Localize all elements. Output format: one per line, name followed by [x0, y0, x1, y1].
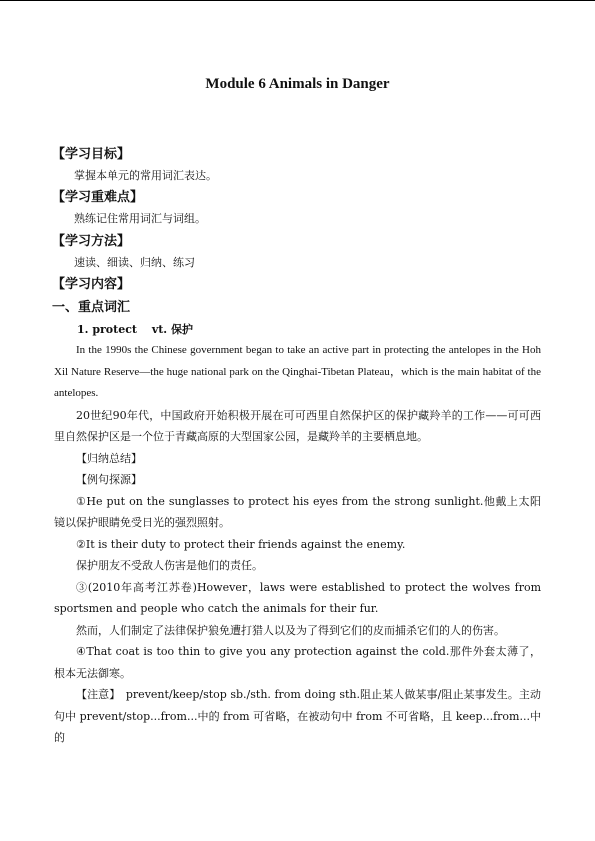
example-sentence-2: ②It is their duty to protect their friends against the enemy.	[76, 537, 406, 551]
example-sentence-4: ④That coat is too thin to give you any protection against the cold.那件外套太薄了，根本无法御寒。	[54, 645, 541, 680]
word-entry-protect: 1. protect vt. 保护	[77, 323, 193, 336]
example-sentence-3: ③(2010年高考江苏卷)However，laws were established to protect the wolves from sportsmen and people who catch the animals for their fur.	[54, 580, 541, 615]
learning-goal-text: 掌握本单元的常用词汇表达。	[74, 169, 217, 182]
example-sentence-1: ①He put on the sunglasses to protect his eyes from the strong sunlight.他戴上太阳镜以保护眼睛免受日光的强烈照射。	[54, 494, 541, 529]
methods-heading: 【学习方法】	[52, 234, 131, 249]
top-rule	[0, 0, 595, 1]
example-paragraph-cn: 20世纪90年代，中国政府开始积极开展在可可西里自然保护区的保护藏羚羊的工作——可可西里自然保护区是一个位于青藏高原的大型国家公园，是藏羚羊的主要栖息地。	[54, 408, 541, 443]
usage-note: 【注意】 prevent/keep/stop sb./sth. from doing sth.阻止某人做某事/阻止某事发生。主动句中 prevent/stop...from...中的 from 可省略，在被动句中 from 不可省略，且 keep...from...中的	[54, 688, 541, 744]
content-heading: 【学习内容】	[52, 277, 131, 292]
key-points-text: 熟练记住常用词汇与词组。	[74, 212, 206, 225]
page-title: Module 6 Animals in Danger	[205, 76, 390, 92]
body-text	[54, 340, 541, 749]
example-paragraph-en: In the 1990s the Chinese government began to take an active part in protecting the antelopes in the Hoh Xil Nature Reserve—the huge national park on the Qinghai-Tibetan Plateau，which is the main habitat of the antelopes.	[54, 344, 541, 399]
learning-goal-heading: 【学习目标】	[52, 147, 131, 162]
example-sentence-3-translation: 然而，人们制定了法律保护狼免遭打猎人以及为了得到它们的皮而捕杀它们的人的伤害。	[76, 623, 505, 637]
example-sentence-2-translation: 保护朋友不受敌人伤害是他们的责任。	[76, 559, 263, 572]
section-heading-vocabulary: 一、重点词汇	[52, 300, 131, 315]
methods-text: 速读、细读、归纳、练习	[74, 256, 195, 269]
summary-label: 【归纳总结】	[76, 451, 142, 465]
examples-label: 【例句探源】	[76, 473, 142, 486]
key-points-heading: 【学习重难点】	[52, 190, 144, 205]
